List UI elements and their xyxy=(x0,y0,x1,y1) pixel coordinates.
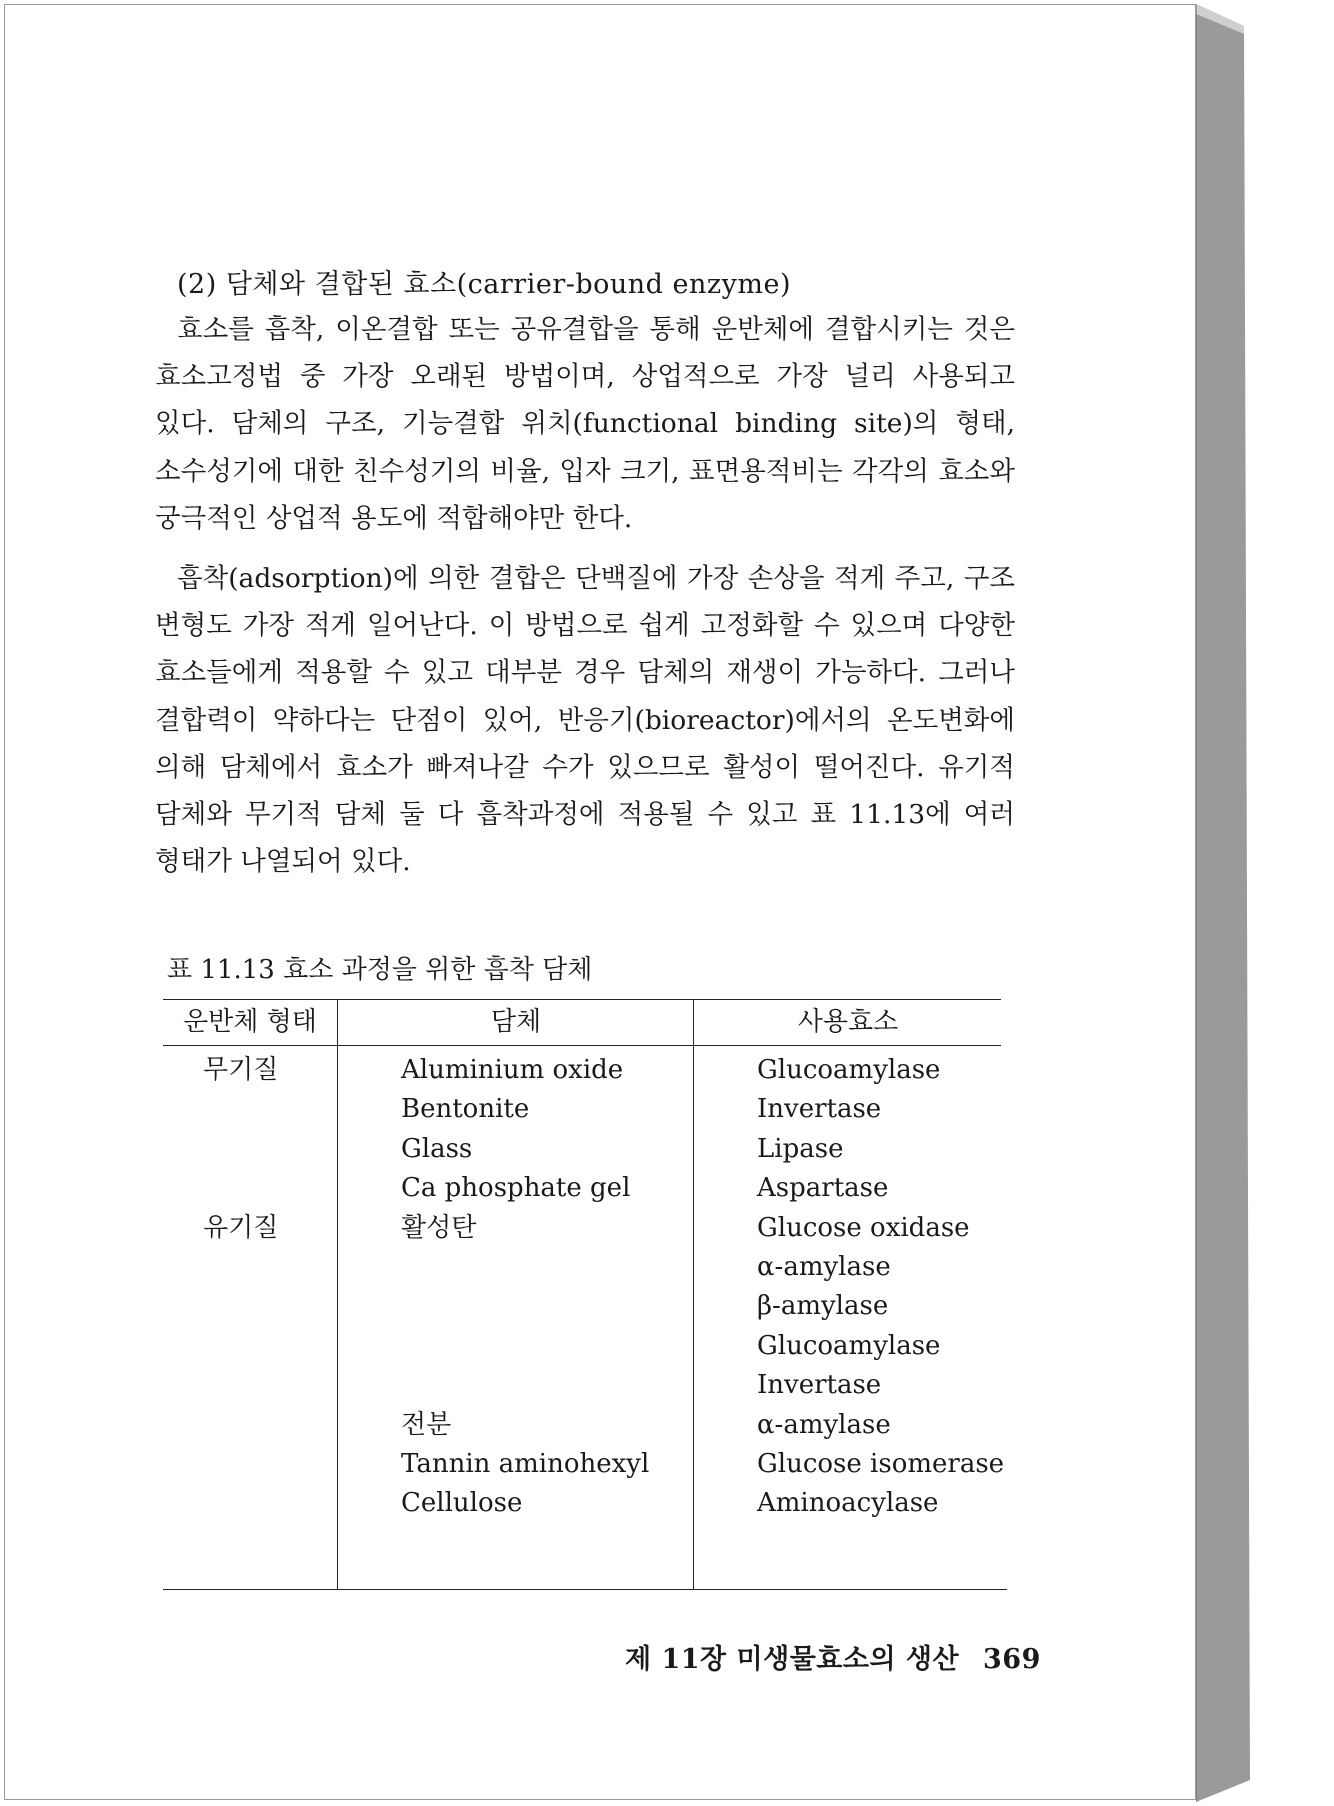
table-cell: 활성탄 xyxy=(401,1212,477,1243)
table-cell: Ca phosphate gel xyxy=(401,1173,631,1204)
table-cell: Aminoacylase xyxy=(757,1488,939,1519)
section-heading: (2) 담체와 결합된 효소(carrier-bound enzyme) xyxy=(177,269,792,300)
table-top-rule xyxy=(163,999,1001,1000)
table-cell: 무기질 xyxy=(203,1055,279,1085)
table-cell: Aluminium oxide xyxy=(401,1055,624,1085)
table-bottom-rule xyxy=(163,1589,1007,1590)
table-cell: Invertase xyxy=(757,1094,882,1125)
table-cell: Aspartase xyxy=(757,1173,889,1204)
table-cell: Glucoamylase xyxy=(757,1055,941,1085)
table-caption: 표 11.13 효소 과정을 위한 흡착 담체 xyxy=(167,955,593,985)
table-cell: 유기질 xyxy=(203,1212,279,1243)
table-header-carrier: 담체 xyxy=(490,1007,542,1037)
page-edge xyxy=(1196,4,1250,1802)
chapter-title: 제 11장 미생물효소의 생산 xyxy=(625,1644,960,1675)
adsorption-carrier-table xyxy=(163,999,1003,1591)
table-cell: α-amylase xyxy=(757,1252,891,1282)
table-cell: Lipase xyxy=(757,1133,844,1164)
table-cell: Cellulose xyxy=(401,1488,523,1519)
table-header-rule xyxy=(163,1045,1001,1046)
table-cell: Tannin aminohexyl xyxy=(401,1449,650,1479)
table-cell: Invertase xyxy=(757,1370,882,1401)
table-header-enzyme: 사용효소 xyxy=(797,1007,899,1037)
table-column-divider xyxy=(693,999,694,1589)
table-cell: Bentonite xyxy=(401,1094,530,1125)
table-cell: α-amylase xyxy=(757,1409,891,1440)
table-cell: Glucoamylase xyxy=(757,1330,941,1361)
table-column-divider xyxy=(337,999,338,1589)
table-header-carrier-type: 운반체 형태 xyxy=(183,1007,317,1037)
table-cell: Glucose isomerase xyxy=(757,1449,1005,1479)
page-footer xyxy=(625,1637,1041,1676)
paragraph-2: 흡착(adsorption)에 의한 결합은 단백질에 가장 손상을 적게 주고, 구조 변형도 가장 적게 일어난다. 이 방법으로 쉽게 고정화할 수 있으며 다양한 효소들에게 적용할 수 있고 대부분 경우 담체의 재생이 가능하다. 그러나 결합력이 약하다는 단점이 있어, 반응기(bioreactor)에서의 온도변화에 의해 담체에서 효소가 빠져나갈 수가 있으므로 활성이 떨어진다. 유기적 담체와 무기적 담체 둘 다 흡착과정에 적용될 수 있고 표 11.13에 여러 형태가 나열되어 있다. xyxy=(155,563,1015,878)
table-cell: 전분 xyxy=(401,1409,452,1440)
table-cell: Glucose oxidase xyxy=(757,1212,970,1243)
book-page xyxy=(4,4,1196,1800)
table-cell: Glass xyxy=(401,1133,473,1164)
paragraph-1: 효소를 흡착, 이온결합 또는 공유결합을 통해 운반체에 결합시키는 것은 효소고정법 중 가장 오래된 방법이며, 상업적으로 가장 널리 사용되고 있다. 담체의 구조, 기능결합 위치(functional binding site)의 형태, 소수성기에 대한 친수성기의 비율, 입자 크기, 표면용적비는 각각의 효소와 궁극적인 상업적 용도에 적합해야만 한다. xyxy=(155,314,1015,534)
page-number: 369 xyxy=(983,1644,1041,1675)
table-cell: β-amylase xyxy=(757,1291,889,1322)
